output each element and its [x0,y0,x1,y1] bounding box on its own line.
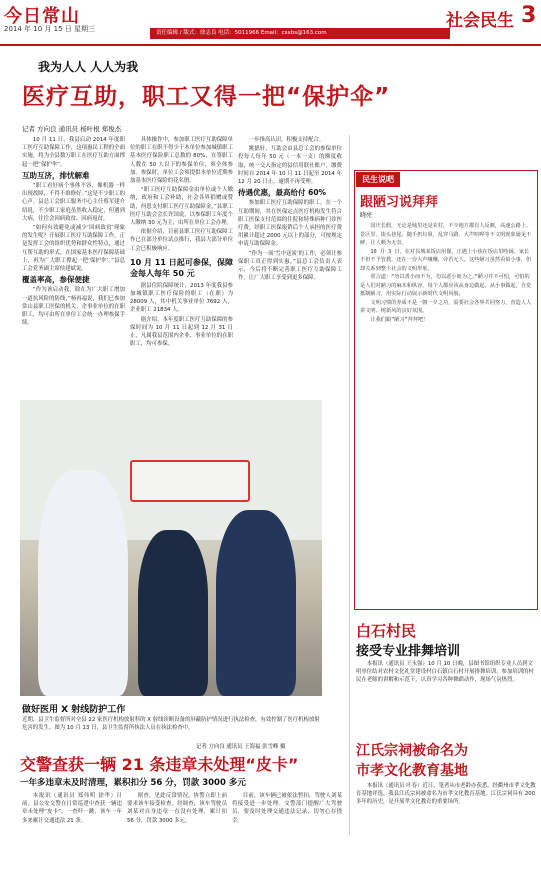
dateline: 2014 年 10 月 15 日 星期三 [4,25,95,33]
lead-column-1 [22,136,125,394]
paragraph: 据查，见此反常情况，协警立即上前要求该车接受检查。经调查，该车驾驶员刘某对自身违章一直没有处理，累计扣 56 分，罚款 3000 多元。 [127,793,227,824]
paragraph: 国庆长假，无论是城里还是农村，不少地方都有人反映，高速公路上、景区里、街头巷尾，随手扔垃圾、乱穿马路、大声喧哗等不文明现象屡见不鲜，让人颇为无奈。 [360,223,532,246]
brief-1-headline-line-2: 接受专业排舞培训 [356,644,461,659]
photo-person [38,470,128,696]
section-title: 社会民生 [446,11,514,31]
photo-description: 近期，县卫生监督所对全县 22 家医疗机构放射科的 X 射线诊断设备的屏蔽防护情况进行执法检查，有效控制了医疗机构放射危害的发生。图为 10 月 13 日，县卫生监督所执法人员在执法检查中。 [22,717,320,731]
paragraph: 具体操作中，参加职工医疗互助保障单位的职工在职不得少于本单位参加城镇职工基本医疗保险职工总数的 80%，在签职工人数在 50 人以下的参保单位，须全体参加。参保时，单位工会须提供本单位近期参加基本医疗保险的花名册。 [130,137,233,185]
paragraph: 本报讯（通讯员 叶春）近日，笔者从市老龄办获悉，经衢州市孝文化教育基地评选，我县江氏宗祠被命名为市孝文化教育基地。江氏宗祠具有 200 多年的历史，是开展孝文化教育的重要场所。 [356,783,536,805]
subheading: 互助互济，排忧解难 [22,170,90,180]
news-photo [20,400,322,696]
subheading: 覆盖率高，参保便捷 [22,275,90,285]
lead-column-2 [130,136,233,394]
brief-2-headline-line-2: 市孝文化教育基地 [356,763,468,779]
paragraph: 让我们跟“陋习”拜拜吧！ [370,316,429,323]
newspaper-logo: 今日常山 [4,6,80,27]
photo-credit: 记者 方向良 通讯员 王海福 张雪峰 摄 [196,744,286,750]
paragraph: “职工看好病个事体不容，像机器一样出现故障，不得不维修好。”这是不少职工的心声。县总工会职工服务中心主任蔡军建介绍说，不少职工家庭虽然收入稳定，但遇到大病，往往会因病致贫、因病返贫。 [22,183,125,222]
brief-2-body [356,782,538,872]
paragraph: 10 月 11 日，我县启动 2014 年度职工医疗互助保障工作，这项惠民工程的全面实施，将为全县数万职工在医疗互助方面撑起一把“保护伞”。 [22,137,125,168]
sidebar-title: 跟陋习说拜拜 [360,195,439,210]
sidebar-author: 晓亮 [360,212,373,219]
paragraph: 据县住院保障统计，2013 年度我县参加城镇职工医疗保险的职工（在职）为 28009 人，其中机关事业单位 7692 人，企业职工 21834 人。 [130,282,233,314]
sidebar-body [360,222,532,606]
second-subhead: 一年多违章未及时清理，累积扣分 56 分，罚款 3000 多元 [20,778,246,788]
second-column-1 [22,792,122,872]
second-column-3 [232,792,342,872]
page-number: 3 [521,3,537,28]
paragraph: 10 月 3 日，在对县城某饭店用餐，正遇上小孩在饭店里吵闹，家长不但不予管教，还在一旁大声嚷嚷，旁若无人。这些陋习虽然看似小事，但却关系到整个社会的文明形象。 [360,248,532,272]
column-divider [349,135,350,835]
paragraph: 依据介绍，目前县职工医疗互助保障工作已在部分单位试点推行，我县大部分单位工会已积极响应。 [130,229,233,252]
brief-2-headline-line-1: 江氏宗祠被命名为 [356,743,468,759]
paragraph: 一步推高认识，积极支持配合。 [248,137,325,143]
editor-info-bar: 责任编辑 / 版式：徐志良 电话：5011966 Email：csxbs@163.com [150,28,450,39]
paragraph: “如何有效避免或减少‘因病致贫’现象的发生呢？开展职工医疗互助保障工作，正是发挥工会的组织优势和群众性特点，通过互帮互助的形式，在国家基本医疗保障基础上，再为广大职工撑起一把‘保护伞’。”县总工会党务副主席侯建斌说。 [22,225,125,273]
lead-headline: 医疗互助，职工又得一把“保护伞” [22,84,391,110]
paragraph: 目前，该车辆已被依法暂扣，驾驶人刘某将接受进一步处理。交警部门提醒广大驾驶员，要及时处理交通违法记录，切勿心存侥幸。 [232,793,342,824]
brief-1-body [356,660,538,730]
paragraph: “职工医疗互助保障金由单位或个人缴纳，政府和工会补助，社会各界捐赠或赞助，何患支付职工医疗互助保障金，”县职工医疗互助会会长许国说，以参保职工年度个人缴纳 30 元为主，由所在单位工会办理。 [130,187,233,227]
masthead [0,0,541,44]
photo-person [216,510,296,696]
photo-person [138,530,208,696]
photo-caption-title: 做好医用 X 射线防护工作 [22,705,126,715]
paragraph: 文明习惯的养成不是一朝一夕之功，需要社会各界共同努力，营造人人讲文明、树新风的良好氛围。 [360,299,532,314]
lead-column-3 [238,136,342,394]
lead-byline: 记者 方向良 通讯员 杨叶根 郑俊杰 [22,125,122,133]
masthead-rule [0,44,541,46]
second-headline: 交警查获一辆 21 条违章未处理“皮卡” [20,755,299,774]
lead-kicker: 我为人人 人人为我 [38,60,139,74]
paragraph: 据介绍，本年度职工医疗互助保障的参保时间为 10 月 11 日起到 12 月 31 日止，凡属我县范围内企业、事业单位的在职职工，均可参保。 [130,316,233,348]
paragraph: 本报讯（通讯员 王永强）10 月 10 日晚，县图书馆组织专业人员到文明单位结对农村文化礼堂建设村白石镇白石村开展排舞培训。参加培训的村民在老师的讲解和示范下，认真学习各种舞蹈动作，现场气氛热烈。 [356,661,534,683]
second-column-2 [127,792,227,872]
photo-sign [130,460,250,502]
paragraph: 本报讯（通讯员 郑伟明 徐华）日前，县公安交警在日常巡逻中查获一辆违章未处理“皮卡”，一查吓一跳，该车一年多来累计交通违法 21 条。 [22,793,122,824]
paragraph: 参加职工医疗互助保障的职工，在一个互助期间，其在医保定点医疗机构发生符合职工医保支付范围的住院和特殊病种门诊医疗费，经职工医保报销后个人承担的医疗费用累计超过 2000 元以上的部分，可按规定申请互助保障金。 [238,200,342,248]
paragraph: “作为该启动我，除在为广大职工增加一道抗风险的防线，”杨再福说，我们已参加常山县职工医保的机关、企事业单位的在职职工，均可由所在单位工会统一办理参保手续。 [22,287,125,327]
sidebar-label: 民生说吧 [356,172,400,187]
paragraph: 姚德轩，互助会由县总工会的参保单位投每人每年 50 元（一本一支）的额度收取，统一交入指定的县信用联社账户，缴费时间自 2014 年 10 月 11 日起至 2014 年 12 月 20 日止。逾期不再受理。 [238,146,342,186]
brief-1-headline-line-1: 白石村民 [356,622,417,640]
subheading: 10 月 11 日起可参保，保障金每人每年 50 元 [130,257,233,278]
paragraph: “作为一项‘雪中送炭’的工作，必须让参保职工真正得到实惠。”县总工会负责人表示，今后将不断完善职工医疗互助保障工作，让广大职工享受到更多保障。 [238,250,342,282]
paragraph: 常言道：“勿以善小而不为，勿以恶小而为之。”陋习并不可怕，可怕的是人们对陋习的麻木和纵容。每个人都应该从身边做起、从小事做起，自觉抵制陋习，用实际行动展示新时代文明风貌。 [360,274,532,297]
subheading: 待遇优惠，最高给付 60% [238,188,327,198]
